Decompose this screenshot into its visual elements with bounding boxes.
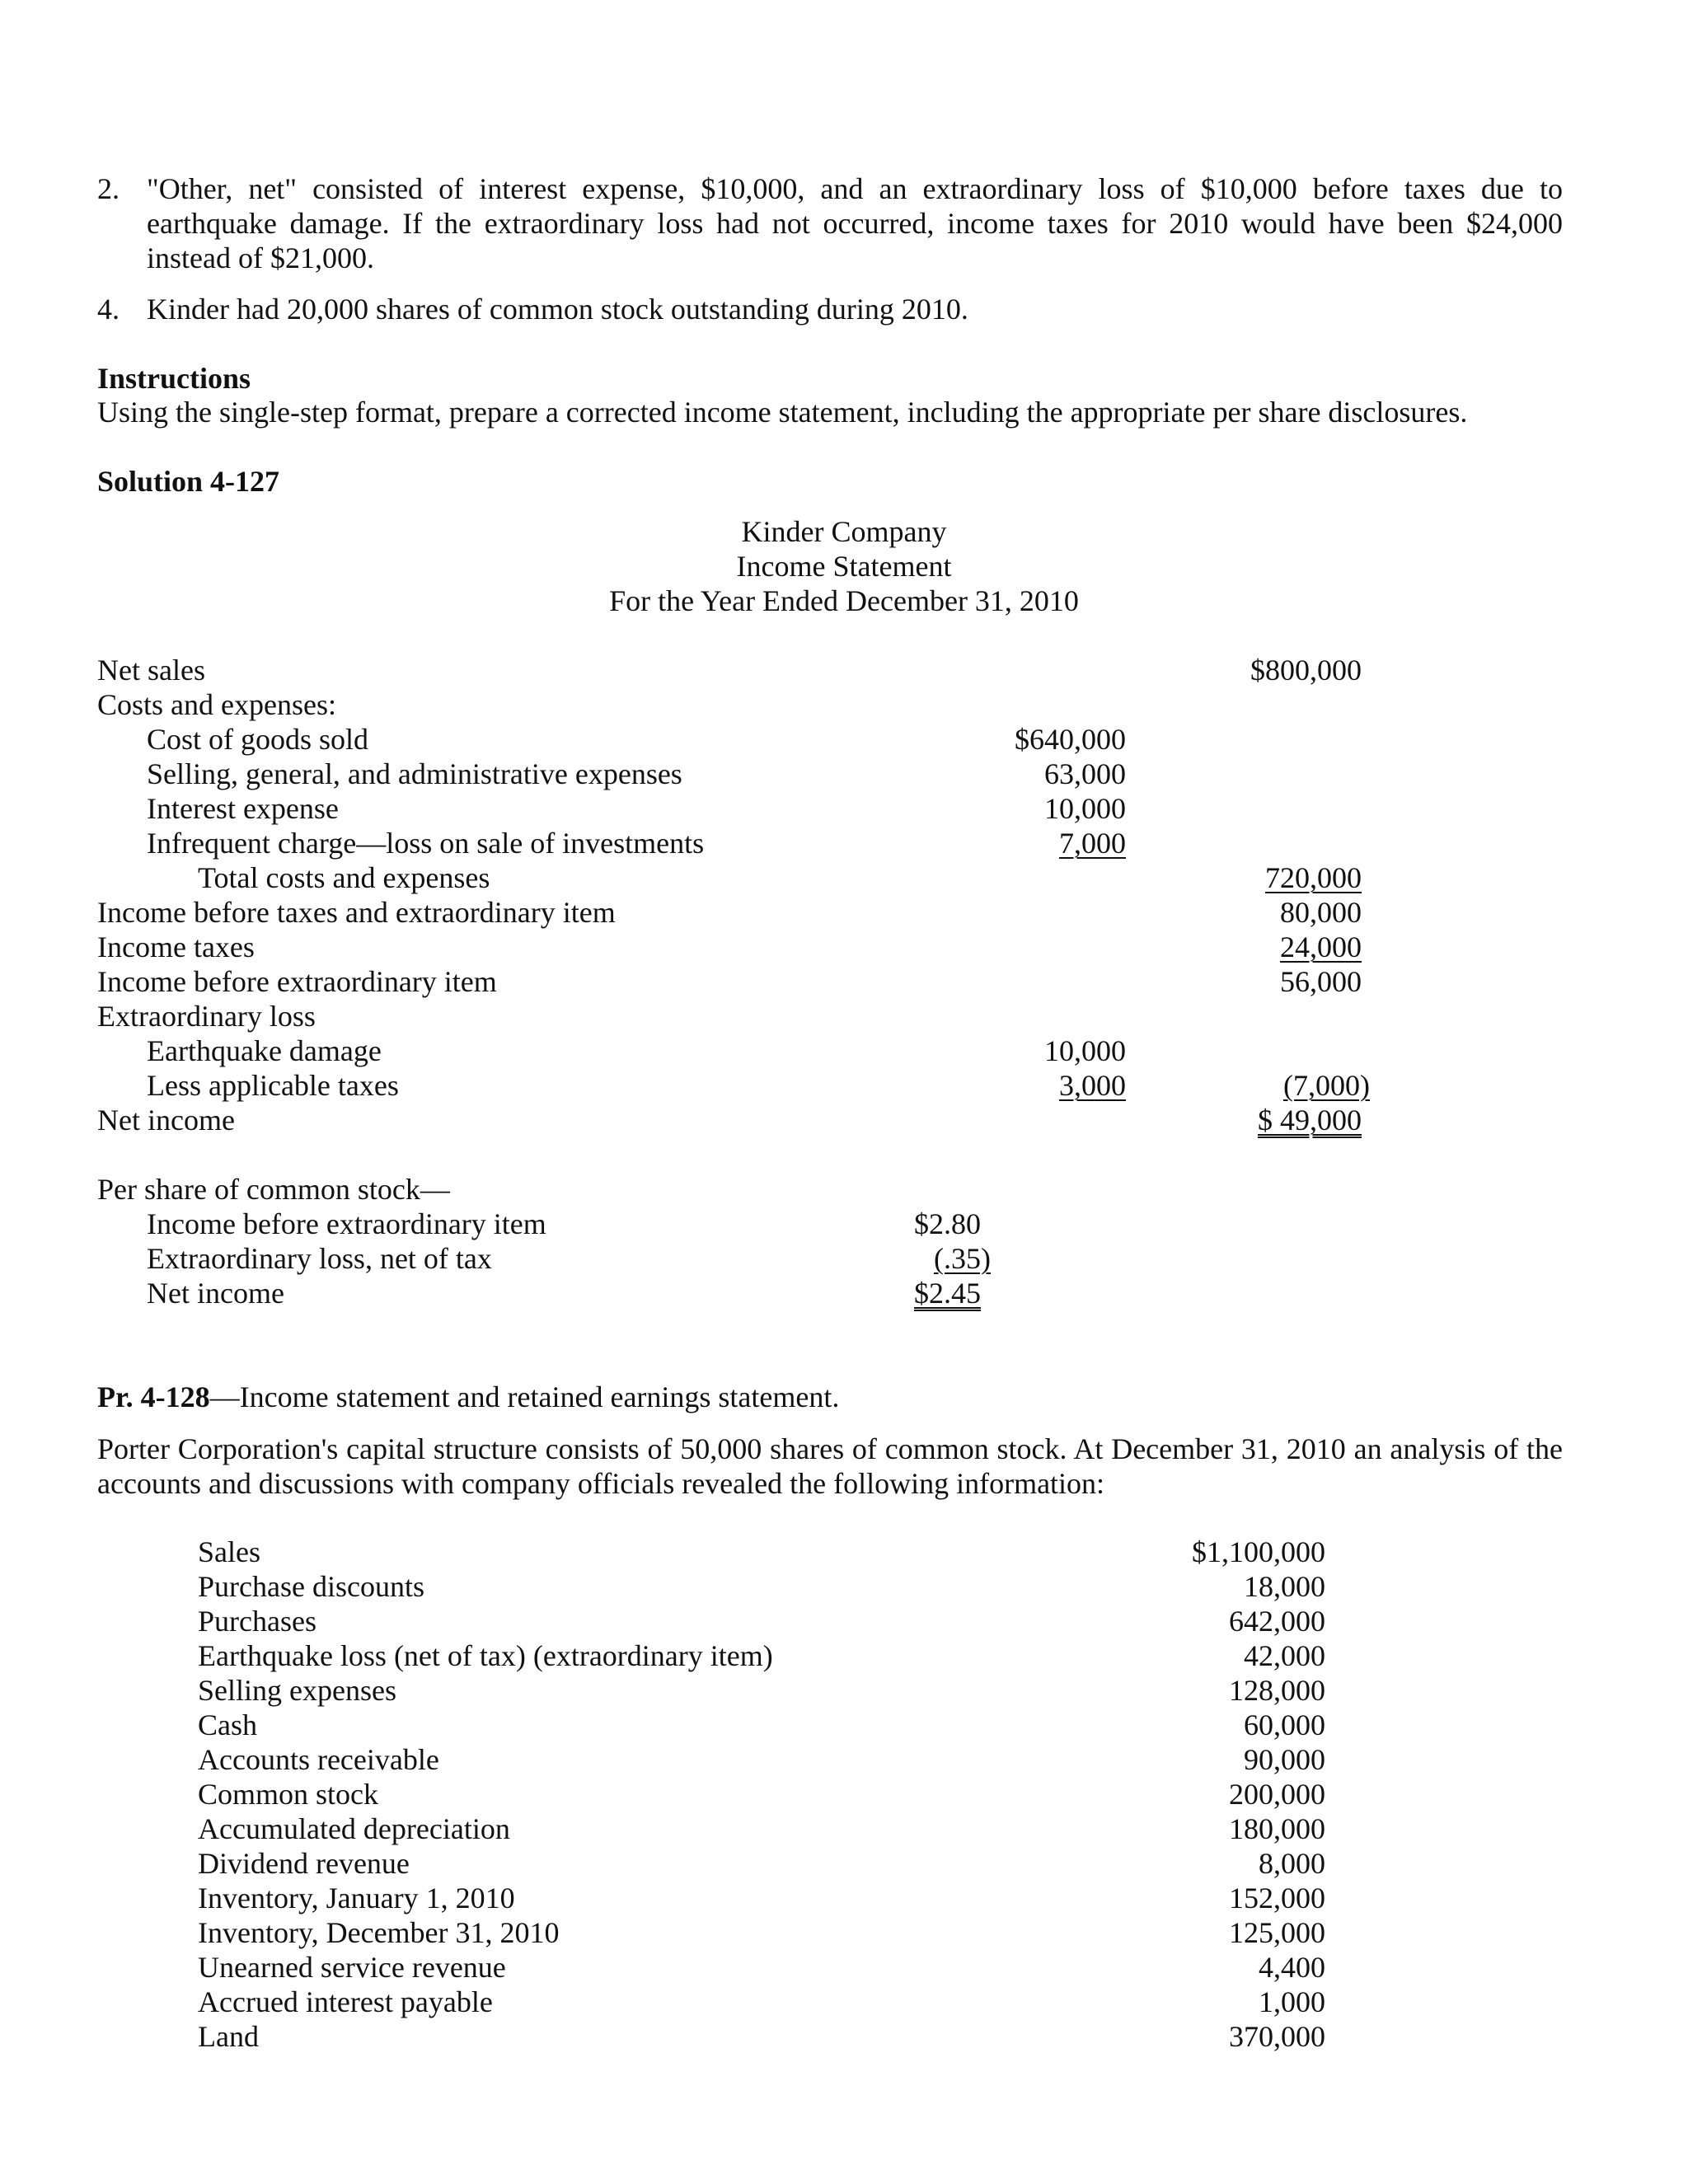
per-share-label: Net income [147,1277,284,1310]
col2-value: 24,000 [1280,930,1362,963]
row-label: Total costs and expenses [198,861,490,894]
account-label: Inventory, January 1, 2010 [198,1882,515,1915]
col1-value: 7,000 [1059,827,1126,860]
row-label: Income taxes [97,930,255,963]
row-label: Extraordinary loss [97,1000,316,1033]
row-label: Earthquake damage [147,1034,382,1067]
problem-title: —Income statement and retained earnings statement. [209,1380,840,1413]
account-value: 18,000 [1244,1570,1325,1603]
account-label: Sales [198,1535,260,1568]
account-value: $1,100,000 [1192,1535,1325,1568]
company-name: Kinder Company [741,515,947,548]
per-share-label: Extraordinary loss, net of tax [147,1242,492,1275]
row-label: Net income [97,1104,235,1137]
note-text: "Other, net" consisted of interest expense, $10,000, and an extraordinary loss of $10,000 before taxes due to earthquake damage. If the extraordinary loss had not occurred, income taxes for 2010 would have been $24,000 instead of $21,000. [147,172,1563,274]
problem-text: Porter Corporation's capital structure consists of 50,000 shares of common stock. At December 31, 2010 an analysis of the accounts and discussions with company officials revealed the following information: [97,1432,1563,1500]
account-value: 90,000 [1244,1743,1325,1776]
account-label: Unearned service revenue [198,1951,506,1984]
per-share-label: Income before extraordinary item [147,1207,546,1240]
account-label: Accounts receivable [198,1743,439,1776]
row-label: Costs and expenses: [97,688,336,721]
col1-value: 10,000 [1044,1034,1126,1067]
account-label: Common stock [198,1778,379,1811]
row-label: Net sales [97,654,205,687]
account-label: Accumulated depreciation [198,1812,510,1845]
account-label: Earthquake loss (net of tax) (extraordinary item) [198,1639,773,1672]
account-value: 642,000 [1229,1605,1325,1638]
per-share-value: $2.45 [914,1277,981,1310]
instructions-text: Using the single-step format, prepare a corrected income statement, including the appropriate per share disclosures. [97,396,1468,429]
account-value: 42,000 [1244,1639,1325,1672]
note-number: 4. [97,293,120,326]
account-label: Inventory, December 31, 2010 [198,1916,560,1949]
note-number: 2. [97,172,120,205]
statement-period: For the Year Ended December 31, 2010 [609,584,1079,617]
col1-value: 10,000 [1044,792,1126,825]
account-value: 60,000 [1244,1708,1325,1741]
account-label: Dividend revenue [198,1847,410,1880]
solution-heading: Solution 4-127 [97,465,280,498]
per-share-heading: Per share of common stock— [97,1173,450,1206]
account-value: 4,400 [1259,1951,1325,1984]
account-value: 128,000 [1229,1674,1325,1707]
col2-value: 80,000 [1280,896,1362,929]
statement-title: Income Statement [736,550,952,583]
note-text: Kinder had 20,000 shares of common stock outstanding during 2010. [147,293,968,326]
instructions-heading: Instructions [97,362,251,395]
problem-heading [97,1380,839,1414]
net-income-value: $ 49,000 [1258,1104,1362,1137]
per-share-value: $2.80 [914,1207,981,1240]
problem-number: Pr. 4-128 [97,1380,210,1413]
account-label: Purchase discounts [198,1570,424,1603]
row-label: Interest expense [147,792,339,825]
col2-value: $800,000 [1250,654,1362,687]
account-value: 200,000 [1229,1778,1325,1811]
account-value: 180,000 [1229,1812,1325,1845]
account-label: Land [198,2020,259,2053]
account-label: Cash [198,1708,257,1741]
account-label: Selling expenses [198,1674,396,1707]
per-share-value: (.35) [934,1242,991,1275]
col2-value: 720,000 [1265,861,1362,894]
col2-value: 56,000 [1280,965,1362,998]
account-value: 1,000 [1259,1985,1325,2018]
account-value: 125,000 [1229,1916,1325,1949]
row-label: Selling, general, and administrative expenses [147,757,682,790]
account-label: Accrued interest payable [198,1985,493,2018]
row-label: Less applicable taxes [147,1069,399,1102]
row-label: Cost of goods sold [147,723,369,756]
col1-value: 63,000 [1044,757,1126,790]
row-label: Income before extraordinary item [97,965,497,998]
col1-value: 3,000 [1059,1069,1126,1102]
row-label: Infrequent charge—loss on sale of investments [147,827,705,860]
col2-value: (7,000) [1283,1069,1370,1102]
row-label: Income before taxes and extraordinary item [97,896,616,929]
col1-value: $640,000 [1015,723,1126,756]
account-value: 370,000 [1229,2020,1325,2053]
account-value: 152,000 [1229,1882,1325,1915]
account-value: 8,000 [1259,1847,1325,1880]
account-label: Purchases [198,1605,316,1638]
